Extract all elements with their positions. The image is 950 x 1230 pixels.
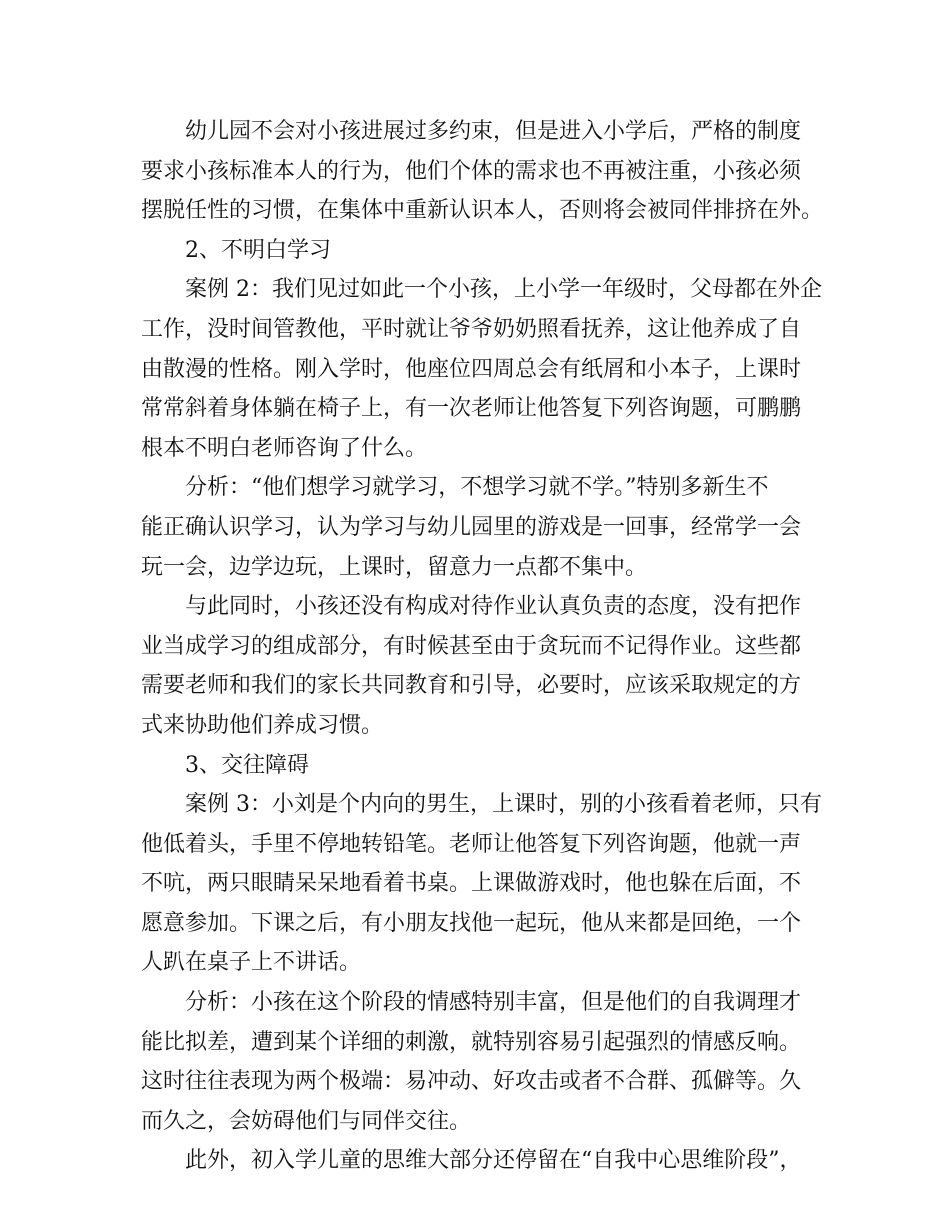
text-line: 案例 3：小刘是个内向的男生，上课时，别的小孩看着老师，只有 [185,792,822,818]
text-line: 能比拟差，遭到某个详细的刺激，就特别容易引起强烈的情感反响。 [141,1029,802,1055]
text-line: 常常斜着身体躺在椅子上，有一次老师让他答复下列咨询题，可鹏鹏 [141,396,802,422]
text-line: 要求小孩标准本人的行为，他们个体的需求也不再被注重，小孩必须 [141,158,802,184]
paragraph-kindergarten-constraints [141,112,824,231]
text-line: 需要老师和我们的家长共同教育和引导，必要时，应该采取规定的方 [141,673,802,699]
paragraph-case-2 [141,270,822,468]
text-line: 根本不明白老师咨询了什么。 [141,435,428,461]
text-line: 工作，没时间管教他，平时就让爷爷奶奶照看抚养，这让他养成了自 [141,316,802,342]
section-heading-2 [141,231,813,271]
paragraph-case-3 [141,785,822,983]
paragraph-analysis-2 [141,468,813,587]
heading-text: 2、不明白学习 [185,237,331,263]
text-line: 而久之，会妨碍他们与同伴交往。 [141,1108,472,1134]
text-line: 能正确认识学习，认为学习与幼儿园里的游戏是一回事，经常学一会 [141,514,802,540]
text-line: 这时往往表现为两个极端：易冲动、好攻击或者不合群、孤僻等。久 [141,1069,802,1095]
text-line: 式来协助他们养成习惯。 [141,712,384,738]
text-line: 他低着头，手里不停地转铅笔。老师让他答复下列咨询题，他就一声 [141,831,802,857]
paragraph-analysis-3 [141,983,813,1141]
paragraph-egocentric-thinking [141,1141,813,1181]
text-line: 愿意参加。下课之后，有小朋友找他一起玩，他从来都是回绝，一个 [141,910,802,936]
text-line: 人趴在桌子上不讲话。 [141,950,362,976]
section-heading-3 [141,746,813,786]
text-line: 分析：小孩在这个阶段的情感特别丰富，但是他们的自我调理才 [185,990,802,1016]
text-line: 不吭，两只眼睛呆呆地看着书桌。上课做游戏时，他也躲在后面，不 [141,871,802,897]
text-line: 摆脱任性的习惯，在集体中重新认识本人，否则将会被同伴排挤在外。 [141,198,824,224]
heading-text: 3、交往障碍 [185,752,309,778]
document-body [141,112,824,1181]
text-line: 玩一会，边学边玩，上课时，留意力一点都不集中。 [141,554,648,580]
text-line: 案例 2：我们见过如此一个小孩，上小学一年级时，父母都在外企 [185,277,822,303]
text-line: 由散漫的性格。刚入学时，他座位四周总会有纸屑和小本子，上课时 [141,356,802,382]
text-line: 此外，初入学儿童的思维大部分还停留在“自我中心思维阶段”， [185,1148,802,1174]
text-line: 分析：“他们想学习就学习，不想学习就不学。”特别多新生不 [185,475,769,501]
paragraph-homework-attitude [141,587,813,745]
text-line: 与此同时，小孩还没有构成对待作业认真负责的态度，没有把作 [185,594,802,620]
text-line: 业当成学习的组成部分，有时候甚至由于贪玩而不记得作业。这些都 [141,633,802,659]
text-line: 幼儿园不会对小孩进展过多约束，但是进入小学后，严格的制度 [185,119,802,144]
